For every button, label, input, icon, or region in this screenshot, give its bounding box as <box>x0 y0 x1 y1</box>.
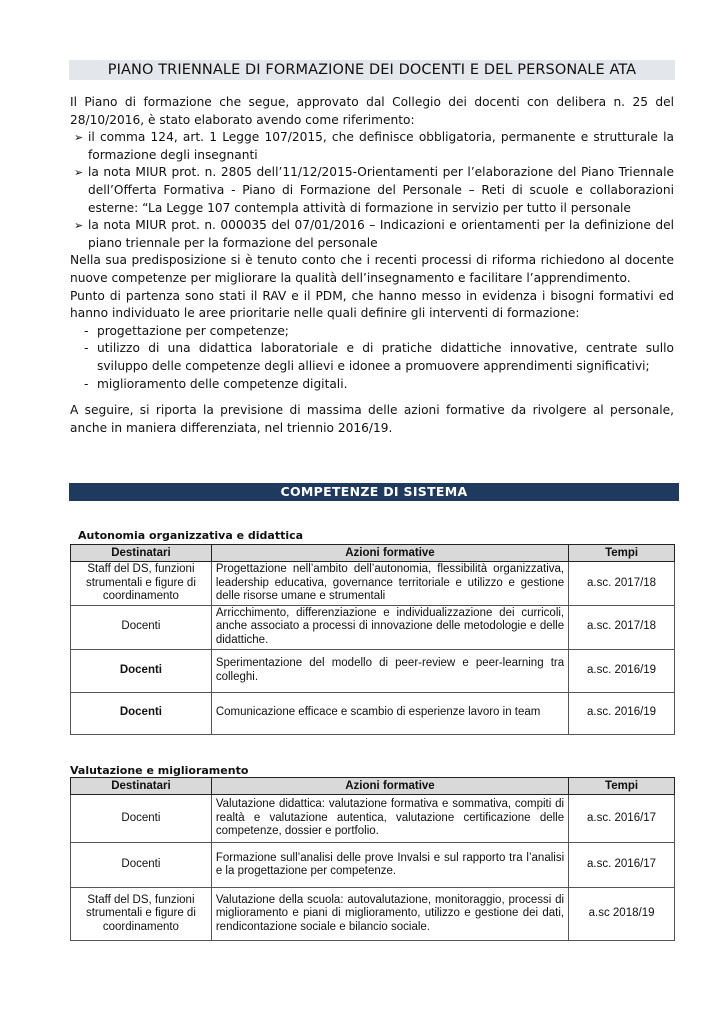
cell-destinatari: Docenti <box>71 843 212 888</box>
priority-item <box>70 376 674 394</box>
starting-point-paragraph: Punto di partenza sono stati il RAV e il PDM, che hanno messo in evidenza i bisogni formativi ed hanno individuato le aree prioritarie nelle quali definire gli interventi di formazione: <box>70 288 674 321</box>
table-row <box>71 649 675 692</box>
priority-text: progettazione per competenze; <box>97 323 289 338</box>
cell-azioni: Formazione sull’analisi delle prove Invalsi e sul rapporto tra l’analisi e la progettazione per competenze. <box>211 843 568 888</box>
closing-paragraph: A seguire, si riporta la previsione di massima delle azioni formative da rivolgere al personale, anche in maniera differenziata, nel triennio 2016/19. <box>70 403 674 435</box>
column-header-azioni: Azioni formative <box>211 778 568 795</box>
table-row <box>71 692 675 734</box>
table-row <box>71 795 675 843</box>
section-title: COMPETENZE DI SISTEMA <box>69 483 679 501</box>
reference-bullet <box>70 217 674 252</box>
cell-tempi: a.sc. 2016/17 <box>569 795 675 843</box>
cell-azioni: Valutazione della scuola: autovalutazione, monitoraggio, processi di miglioramento e piani di miglioramento, utilizzo e gestione dei dati, rendicontazione sociale e bilancio sociale. <box>211 888 568 941</box>
table-heading: Autonomia organizzativa e didattica <box>78 529 304 542</box>
cell-tempi: a.sc. 2017/18 <box>569 605 675 649</box>
intro-paragraph: Il Piano di formazione che segue, approvato dal Collegio dei docenti con delibera n. 25 del 28/10/2016, è stato elaborato avendo come riferimento: <box>70 95 674 127</box>
cell-azioni: Progettazione nell’ambito dell’autonomia, flessibilità organizzativa, leadership educativa, governance territoriale e utilizzo e gestione delle risorse umane e strumentali <box>211 562 568 606</box>
table-row <box>71 605 675 649</box>
bullet-text: la nota MIUR prot. n. 000035 del 07/01/2016 – Indicazioni e orientamenti per la definizione del piano triennale per la formazione del personale <box>88 218 674 250</box>
table-header-row <box>71 778 675 795</box>
intro-text <box>70 94 674 437</box>
document-title: PIANO TRIENNALE DI FORMAZIONE DEI DOCENTI E DEL PERSONALE ATA <box>69 60 675 80</box>
column-header-tempi: Tempi <box>569 545 675 562</box>
cell-azioni: Sperimentazione del modello di peer-review e peer-learning tra colleghi. <box>211 649 568 692</box>
cell-tempi: a.sc 2018/19 <box>569 888 675 941</box>
table-heading: Valutazione e miglioramento <box>70 764 249 777</box>
context-paragraph: Nella sua predisposizione si è tenuto conto che i recenti processi di riforma richiedono al docente nuove competenze per migliorare la qualità dell’insegnamento e facilitare l’apprendimento. <box>70 253 674 285</box>
priority-text: miglioramento delle competenze digitali. <box>97 376 348 391</box>
dash-bullet-icon: - <box>84 376 89 391</box>
column-header-tempi: Tempi <box>569 778 675 795</box>
priority-text: utilizzo di una didattica laboratoriale e di pratiche didattiche innovative, centrate sullo sviluppo delle competenze degli allievi e idonee a promuovere apprendimenti significativi; <box>97 341 674 373</box>
dash-bullet-icon: - <box>84 323 89 338</box>
arrow-bullet-icon: ➢ <box>74 219 84 233</box>
cell-destinatari: Docenti <box>71 649 212 692</box>
reference-bullet <box>70 164 674 217</box>
cell-destinatari: Docenti <box>71 692 212 734</box>
bullet-text: il comma 124, art. 1 Legge 107/2015, che definisce obbligatoria, permanente e strutturale la formazione degli insegnanti <box>88 130 674 162</box>
cell-azioni: Valutazione didattica: valutazione formativa e sommativa, compiti di realtà e valutazione autentica, valutazione certificazione delle competenze, dossier e portfolio. <box>211 795 568 843</box>
reference-bullet <box>70 129 674 164</box>
cell-tempi: a.sc. 2016/19 <box>569 649 675 692</box>
cell-tempi: a.sc. 2016/19 <box>569 692 675 734</box>
arrow-bullet-icon: ➢ <box>74 166 84 180</box>
table-row <box>71 843 675 888</box>
cell-destinatari: Staff del DS, funzioni strumentali e figure di coordinamento <box>71 562 212 606</box>
column-header-destinatari: Destinatari <box>71 778 212 795</box>
cell-azioni: Comunicazione efficace e scambio di esperienze lavoro in team <box>211 692 568 734</box>
cell-destinatari: Staff del DS, funzioni strumentali e figure di coordinamento <box>71 888 212 941</box>
priority-item <box>70 323 674 341</box>
training-table-valutazione <box>70 777 675 941</box>
column-header-destinatari: Destinatari <box>71 545 212 562</box>
table-row <box>71 562 675 606</box>
cell-tempi: a.sc. 2017/18 <box>569 562 675 606</box>
table-header-row <box>71 545 675 562</box>
cell-azioni: Arricchimento, differenziazione e individualizzazione dei curricoli, anche associato a processi di innovazione delle metodologie e delle didattiche. <box>211 605 568 649</box>
table-row <box>71 888 675 941</box>
training-table-autonomia <box>70 544 675 735</box>
priority-item <box>70 340 674 375</box>
bullet-text: la nota MIUR prot. n. 2805 dell’11/12/2015-Orientamenti per l’elaborazione del Piano Triennale dell’Offerta Formativa - Piano di Formazione del Personale – Reti di scuole e collaborazioni esterne: “La Legge 107 contempla attività di formazione in servizio per tutto il personale <box>88 165 674 215</box>
cell-tempi: a.sc. 2016/17 <box>569 843 675 888</box>
dash-bullet-icon: - <box>84 341 89 356</box>
cell-destinatari: Docenti <box>71 795 212 843</box>
arrow-bullet-icon: ➢ <box>74 131 84 145</box>
column-header-azioni: Azioni formative <box>211 545 568 562</box>
cell-destinatari: Docenti <box>71 605 212 649</box>
